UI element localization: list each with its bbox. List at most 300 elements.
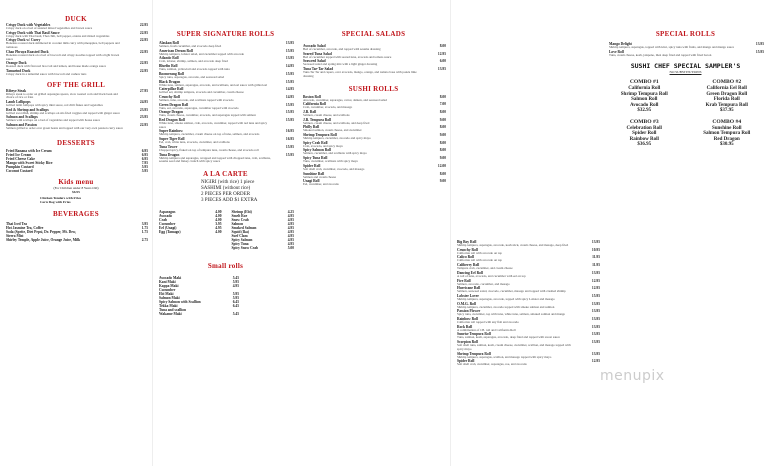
small-roll-name: Ebi Maki xyxy=(159,291,174,296)
kids-title: Kids menu xyxy=(58,177,94,186)
dessert-name: Mango with Sweet Sticky Rice xyxy=(6,160,53,165)
small-roll-name: Kani Maki xyxy=(159,279,176,284)
roll-name: Passion Flower xyxy=(457,309,481,314)
alacarte-line: NIGIRI (with rice) 1 piece xyxy=(201,179,255,185)
signature-roll-price: 13.95 xyxy=(285,56,294,61)
signature-roll-name: Boomerang Roll xyxy=(159,71,185,76)
combo-item: Green Dragon Roll xyxy=(706,91,748,97)
signature-roll-desc: White tuna, salmon, asparagus, avocado, and scallions, and eel sauce with grilled eel xyxy=(159,82,268,87)
dessert-price: 6.95 xyxy=(141,152,148,157)
roll-desc: Shrimp tempura, cucumber, avocado topped with smoke salmon and salmon xyxy=(457,304,555,309)
salad-price: 8.00 xyxy=(439,44,446,48)
duck-name: Crispy Duck w/ Curry xyxy=(6,38,41,43)
combo-item: Florida Roll xyxy=(713,97,740,103)
sushi-roll-price: 7.00 xyxy=(439,102,446,107)
special-roll-desc: Tuna, cream cheese, kosh, jalapeno, then deep fried and topped with fried bacon xyxy=(609,52,712,57)
sushi-roll-name: Spicy Tuna Roll xyxy=(303,156,328,161)
signature-roll-desc: Tuna, cream cheese, cucumber, avocado, and asparagus topped with salmon xyxy=(159,113,256,118)
sushi-roll-price: 9.00 xyxy=(439,179,446,184)
sushi-roll-desc: Smoked salmon, cream cheese, and cucumber xyxy=(303,128,362,133)
signature-roll-price: 13.95 xyxy=(285,41,294,45)
kids-item: Chicken Tenders with Fries xyxy=(40,195,82,200)
dessert-price: 5.95 xyxy=(141,164,148,169)
roll-desc: Shrimp tempura, asparagus, avocado, kosh stick, cream cheese, and masago, deep fried xyxy=(457,243,569,247)
duck-price: 22.95 xyxy=(139,49,148,54)
alacarte-line: 3 PIECES ADD $1 EXTRA xyxy=(201,197,258,203)
sushi-roll-price: 9.00 xyxy=(439,133,446,138)
sushi-roll-name: Boston Roll xyxy=(303,94,321,99)
column-2 xyxy=(152,0,298,466)
signature-roll-price: 15.95 xyxy=(285,79,294,84)
sushi-roll-name: Sunshine Roll xyxy=(303,171,325,176)
dessert-item xyxy=(0,169,152,173)
beverage-name: Hot Jasmine Tea, Coffee xyxy=(6,225,44,230)
combo-card xyxy=(686,120,768,148)
grill-desc: Ribeye steak to order on grilled asparagus spears, slow roasted corn and black bean and choice of rice or fries xyxy=(6,91,118,100)
salads-list xyxy=(297,44,450,79)
small-roll-name: Cucumber xyxy=(159,287,176,292)
alacarte-item xyxy=(226,246,299,250)
small-roll-name: Tuna and scallion xyxy=(159,307,187,312)
roll-desc: A roll of tuna, avocado, and cucumber with eel on top xyxy=(457,273,526,278)
grill-desc: Salmon with scallops on a bed of vegetables and topped with house sauce xyxy=(6,118,101,123)
sushi-roll-price: 12.00 xyxy=(437,163,446,168)
roll-price: 10.95 xyxy=(591,247,600,252)
roll-name: Fire Roll xyxy=(457,278,471,283)
signature-roll-name: Alaskan Roll xyxy=(159,41,179,45)
beverages-title: BEVERAGES xyxy=(53,209,99,218)
salad-name: Seared Tuna Salad xyxy=(303,51,332,56)
roll-desc: Tuna, salmon, kosh, asparagus, avocado, deep fried and topped with sweet sauce xyxy=(457,335,560,340)
roll-desc: Spicy tuna, cucumber, top with tuna, white tuna, salmon, smoked salmon and mango xyxy=(457,312,566,317)
sushi-roll-price: 8.00 xyxy=(439,140,446,145)
grill-price: 23.95 xyxy=(139,115,148,120)
roll-price: 13.95 xyxy=(591,270,600,275)
small-rolls-title: Small rolls xyxy=(207,261,244,270)
duck-price: 22.95 xyxy=(139,23,148,27)
alacarte-price: 4.95 xyxy=(287,217,294,222)
duck-name: Chao Phraya Roasted Duck xyxy=(6,49,49,54)
combo-heading: COMBO #1 xyxy=(629,79,659,86)
alacarte-name: Shrimp (Ebi) xyxy=(231,209,252,214)
beverage-name: Soda (Sprite, Diet Pepsi, Dr. Pepper, Mt. Dew, xyxy=(6,229,77,234)
alacarte-table xyxy=(153,210,298,250)
sushi-roll-price: 9.00 xyxy=(439,156,446,161)
roll-name: Calico Roll xyxy=(457,255,475,260)
salad-desc: Seaweed salad and spring mix with a light ginger dressing xyxy=(303,62,378,67)
sushi-roll-name: Unagi Roll xyxy=(303,179,320,184)
alacarte-price: 4.95 xyxy=(287,241,294,246)
alacarte-title: A LA CARTE xyxy=(203,169,248,178)
roll-name: Rock Roll xyxy=(457,324,473,329)
alacarte-lines xyxy=(153,180,298,204)
combo-item: Salmon Tempura Roll xyxy=(703,131,751,137)
signature-roll-desc: Crab, lobster, shrimp, salmon, and avocado deep fried xyxy=(159,59,228,64)
sushi-roll-desc: Soft shell crab, cucumber, avocado, and masago xyxy=(303,166,365,171)
alacarte-price: 4.95 xyxy=(287,229,294,234)
grill-name: Salmon and Passion xyxy=(6,123,37,128)
alacarte-name: Spicy Snow Crab xyxy=(231,245,259,250)
roll-price: 12.95 xyxy=(591,278,600,283)
menupix-watermark: menupix xyxy=(600,368,665,384)
beverage-item xyxy=(0,238,152,242)
kids-list xyxy=(0,196,152,204)
alacarte-name: Avocado xyxy=(159,213,173,218)
dessert-name: Fried Ice Cream xyxy=(6,152,32,157)
more-rolls-list xyxy=(451,240,604,367)
beverage-name: Shirley Temple, Apple Juice, Orange Juice, Milk xyxy=(6,237,81,242)
roll-price: 13.95 xyxy=(591,340,600,345)
small-roll-name: Salmon Maki xyxy=(159,295,180,300)
signature-roll-price: 14.95 xyxy=(285,94,294,99)
small-roll-price: 5.45 xyxy=(232,311,239,316)
alacarte-price: 5.00 xyxy=(287,245,294,250)
duck-name: Orange Duck xyxy=(6,61,27,66)
sushi-roll-desc: Crab, avocado, and spicy mayo xyxy=(303,143,344,148)
grill-desc: Grilled lamb lollipops with spicy mint sauce, red chili flakes and vegetables xyxy=(6,103,103,108)
duck-desc: Crispy duck with Thai basil, Thai chili, bell pepper, onions and mixed vegetables xyxy=(6,33,110,38)
beverage-name: Thai Iced Tea xyxy=(6,221,27,226)
signature-roll-name: Orange Dragon xyxy=(159,110,184,115)
roll-desc: Tempura crab, cucumber, and cream cheese xyxy=(457,266,513,271)
salad-price: 12.95 xyxy=(437,51,446,56)
sushi-roll-name: Spicy Salmon Roll xyxy=(303,148,332,153)
sampler-title: SUSHI CHEF SPECIAL SAMPLER'S xyxy=(630,62,741,71)
special-rolls-title: SPECIAL ROLLS xyxy=(655,30,716,38)
alacarte-price: 4.95 xyxy=(287,225,294,230)
signature-roll-desc: Shrimp tempura and asparagus, wrapped and topped with chopped tuna, crab, scallions, sesame seed and flakey crunch with spicy sauce xyxy=(159,155,271,164)
signature-roll-desc: Tuna, eel, avocado, asparagus, cucumber topped with avocado xyxy=(159,105,239,110)
column-5 xyxy=(603,0,768,466)
alacarte-price: 4.95 xyxy=(287,221,294,226)
duck-desc: Crispy duck in a tamarind sauce with broccoli and cashew nuts xyxy=(6,71,87,76)
duck-price: 22.95 xyxy=(139,68,148,73)
alacarte-line: SASHIMI (without rice) xyxy=(201,185,251,191)
alacarte-name: Cucumber xyxy=(159,221,176,226)
combo-heading: COMBO #3 xyxy=(629,118,659,125)
duck-name: Crispy Duck with Vegetables xyxy=(6,23,51,27)
combo-item: Shrimp Tempura Roll xyxy=(620,91,668,97)
column-3 xyxy=(297,0,450,466)
duck-price: 22.95 xyxy=(139,30,148,35)
sushi-roll-price: 8.00 xyxy=(439,125,446,130)
sushi-rolls-title: SUSHI ROLLS xyxy=(348,84,399,93)
grill-price: 27.95 xyxy=(139,88,148,93)
grill-price: 22.95 xyxy=(139,123,148,128)
dessert-price: 7.95 xyxy=(141,160,148,165)
signature-roll-desc: Salmon, tuna, avocado, and scallions topped with avocado xyxy=(159,97,234,102)
kids-price: $6.95 xyxy=(72,189,80,194)
small-roll-name: Kappa Maki xyxy=(159,283,179,288)
small-roll-price: 5.45 xyxy=(232,275,239,280)
desserts-list xyxy=(0,149,152,173)
sushi-rolls-list xyxy=(297,95,450,187)
grill-desc: Grilled swordfish, shrimp and scallops on stir-fried veggies and topped with ginger sauce xyxy=(6,110,120,115)
small-roll-name: Tekka Maki xyxy=(159,303,178,308)
dessert-name: Pumpkin Custard xyxy=(6,164,34,169)
small-roll-price: 6.45 xyxy=(232,299,239,304)
combo-item: Spider Roll xyxy=(632,131,657,137)
roll-desc: Shrimp tempura, asparagus, avocado, topped with spicy Lobster and masago xyxy=(457,296,555,301)
sushi-roll-desc: Salmon, cucumber, and scallions with spicy mayo xyxy=(303,151,367,156)
roll-name: Caliberry Roll xyxy=(457,263,480,268)
signature-roll-name: Atlantic Roll xyxy=(159,56,179,61)
roll-desc: California roll with avocado on top xyxy=(457,258,502,263)
alacarte-name: Smelt Roe xyxy=(231,213,248,218)
combos-grid xyxy=(603,80,768,148)
signature-roll-name: Super Tiger Roll xyxy=(159,137,185,142)
alacarte-name: Smoked Salmon xyxy=(231,225,257,230)
duck-name: Tamarind Duck xyxy=(6,68,31,73)
signature-roll-desc: Chopped spicy, flaked on top of tempura tuna, cream cheese, and avocado roll xyxy=(159,147,259,152)
sushi-roll-desc: Tuna, cucumber, scallions with spicy mayo xyxy=(303,159,359,164)
signature-roll-desc: Shrimp tempura, lobster salad, and cucumber topped with avocado xyxy=(159,51,245,56)
alacarte-name: Spicy Salmon xyxy=(231,237,253,242)
sushi-roll-desc: Crab, cucumber, avocado, and masago xyxy=(303,105,353,110)
signature-roll-price: 15.95 xyxy=(285,102,294,107)
roll-name: Spider Roll xyxy=(457,359,475,364)
alacarte-left xyxy=(153,210,226,250)
roll-price: 15.95 xyxy=(591,293,600,298)
combo-item: Rainbow Roll xyxy=(629,136,659,142)
alacarte-name: Surf Clam xyxy=(231,233,248,238)
sushi-roll-price: 8.00 xyxy=(439,148,446,153)
salad-desc: Tuna Tar Tar and capers, over avocado, mango, orange, and tomato base with ponzu lime dressing xyxy=(303,70,417,78)
signature-roll-name: Bluefin Roll xyxy=(159,64,178,69)
roll-desc: Soft shell crab, cucumber, asparagus, roe, and avocado xyxy=(457,362,527,367)
alacarte-price: 3.95 xyxy=(215,221,222,226)
special-roll-name: Love Roll xyxy=(609,49,624,54)
signature-roll-desc: White tuna, smoke salmon, crab, avocado, cucumber, topped with red tuna and spicy sauce xyxy=(159,121,268,129)
duck-price: 22.95 xyxy=(139,61,148,66)
grill-price: 24.95 xyxy=(139,100,148,105)
signature-rolls-list xyxy=(153,41,298,164)
signature-roll-name: American Dream Roll xyxy=(159,48,193,53)
roll-desc: Shrimp tempura, asparagus, scallion, and masago topped with spicy mayo xyxy=(457,354,552,359)
combo-heading: COMBO #4 xyxy=(712,118,742,125)
salad-name: Seaweed Salad xyxy=(303,59,326,64)
roll-price: 13.95 xyxy=(591,332,600,337)
small-roll-item xyxy=(153,312,243,316)
special-roll-desc: Shrimp tempura, asparagus, topped with kiwi, spicy tuna with fruits, and mango and mango sauce xyxy=(609,45,734,49)
sushi-roll-price: 8.00 xyxy=(439,171,446,176)
small-roll-name: Wakame Maki xyxy=(159,311,182,316)
grill-name: Lamb Lollipops xyxy=(6,100,31,105)
roll-price: 13.95 xyxy=(591,324,600,329)
column-4 xyxy=(450,0,604,466)
salad-price: 6.00 xyxy=(439,59,446,64)
signature-roll-price: 14.95 xyxy=(285,64,294,69)
alacarte-name: Asparagus xyxy=(159,209,176,214)
sushi-roll-name: J.B. Roll xyxy=(303,109,317,114)
grill-title: OFF THE GRILL xyxy=(46,80,106,89)
signature-roll-name: Crunchy Roll xyxy=(159,94,180,99)
alacarte-price: 4.25 xyxy=(287,209,294,214)
grill-name: Ribeye Steak xyxy=(6,88,27,93)
combo-heading: COMBO #2 xyxy=(712,79,742,86)
duck-list xyxy=(0,23,152,77)
combo-item: Celebration Roll xyxy=(626,125,662,131)
dessert-name: Fried Banana with Ice Cream xyxy=(6,148,52,153)
kids-item: Corn Dog with Fries xyxy=(40,199,71,204)
combo-price: $32.95 xyxy=(637,108,652,114)
dessert-price: 6.95 xyxy=(141,156,148,161)
small-roll-price: 5.95 xyxy=(232,279,239,284)
signature-roll-desc: Shrimp tempura, cucumber, cream cheese on top of tuna, salmon, and avocado xyxy=(159,132,260,137)
combo-card xyxy=(686,80,768,114)
combo-price: $36.95 xyxy=(637,142,652,148)
combo-item: Red Dragon xyxy=(713,136,740,142)
alacarte-right xyxy=(226,210,299,250)
signature-roll-name: Caterpillar Roll xyxy=(159,87,184,92)
signature-roll-price: 14.95 xyxy=(285,87,294,92)
roll-price: 13.95 xyxy=(591,317,600,322)
grill-price: 23.95 xyxy=(139,107,148,112)
combo-item: Sunshine Roll xyxy=(711,125,742,131)
desserts-title: DESSERTS xyxy=(57,138,95,147)
combo-item: Krab Tempura Roll xyxy=(705,102,748,108)
dessert-name: Fried Cheese Cake xyxy=(6,156,35,161)
signature-roll-desc: Tuna, salmon, yellowtail and avocado topped with tuna xyxy=(159,67,230,72)
salad-price: 13.95 xyxy=(437,67,446,72)
alacarte-name: Crab xyxy=(159,217,167,222)
roll-desc: Soft shell tuna, salmon, kosh, cream cheese, cucumber, scallion, and masago topped with spicy mayo xyxy=(457,343,571,351)
sushi-roll-name: Philly Roll xyxy=(303,125,320,130)
alacarte-price: 4.95 xyxy=(287,233,294,238)
beverage-name: Sierra Mist xyxy=(6,233,24,238)
sushi-roll-name: California Roll xyxy=(303,102,327,107)
roll-name: Rainbow Roll xyxy=(457,317,479,322)
duck-desc: Roasted duck with flavored broccoli and lemon, and house made orange sauce xyxy=(6,64,107,69)
roll-price: 13.95 xyxy=(591,309,600,314)
signature-roll-name: Tuna Dragon xyxy=(159,152,180,157)
beverage-price: 1.75 xyxy=(141,229,148,234)
combo-item: Avocado Roll xyxy=(630,102,659,108)
sushi-roll-name: Spider Roll xyxy=(303,163,321,168)
alacarte-price: 4.95 xyxy=(287,213,294,218)
beverage-price: 2.75 xyxy=(141,237,148,242)
combo-item: California Roll xyxy=(628,86,661,91)
signature-roll-desc: Grilled eel, shrimp tempura, avocado and cucumber, cream cheese xyxy=(159,90,244,95)
alacarte-name: Squid (Ika) xyxy=(231,229,249,234)
duck-name: Crispy Duck with Thai Basil Sauce xyxy=(6,30,60,35)
salad-desc: Bed of cucumber, avocado, and topped with sesame dressing xyxy=(303,47,381,51)
sushi-roll-price: 9.00 xyxy=(439,117,446,122)
roll-name: Shrimp Tempura Roll xyxy=(457,351,491,356)
alacarte-price: 4.95 xyxy=(287,237,294,242)
sushi-roll-desc: Avocado, cucumber, asparagus, carrot, daikon, and seaweed salad xyxy=(303,97,387,102)
roll-name: Lobster Lover xyxy=(457,293,479,298)
sushi-roll-name: J.B. Tempura Roll xyxy=(303,117,332,122)
small-roll-name: Avocado Maki xyxy=(159,275,182,280)
alacarte-price: 4.95 xyxy=(215,225,222,230)
roll-price: 13.95 xyxy=(591,240,600,244)
roll-name: Crunchy Roll xyxy=(457,247,478,252)
duck-desc: Boneless roasted duck simmered in coconut milk curry with pineapples, bell peppers and tomatoes xyxy=(6,41,120,50)
alacarte-name: Salmon xyxy=(231,221,244,226)
combo-card xyxy=(603,120,686,148)
signature-roll-price: 16.95 xyxy=(285,137,294,142)
signature-roll-name: Green Dragon Roll xyxy=(159,102,189,107)
signature-rolls-title: SUPER SIGNATURE ROLLS xyxy=(176,30,275,38)
dessert-name: Coconut Custard xyxy=(6,168,33,173)
kids-note: (For Children under 8 Years Old) xyxy=(53,185,99,190)
small-roll-price: 6.45 xyxy=(232,303,239,308)
roll-desc: Salmon, seaweed salad, avocado, cucumber, masago and topped with crushed shrimp xyxy=(457,289,566,294)
combo-price: $30.95 xyxy=(719,142,734,148)
signature-roll-name: Super Rainbow xyxy=(159,129,183,134)
dessert-price: 5.95 xyxy=(141,168,148,173)
signature-roll-price: 15.95 xyxy=(285,144,294,149)
salads-title: SPECIAL SALADS xyxy=(341,30,406,38)
roll-price: 13.95 xyxy=(591,301,600,306)
grill-desc: Salmon grilled to order over green beans and topped with our very own passion curry sauce xyxy=(6,126,123,131)
beverage-price: 1.75 xyxy=(141,225,148,230)
signature-roll-name: Red Dragon Roll xyxy=(159,118,185,123)
duck-desc: Boneless roasted duck on a bed of broccoli and crispy noodles topped with a light brown sauce xyxy=(6,52,120,61)
small-roll-price: 4.95 xyxy=(232,283,239,288)
sushi-roll-name: Shrimp Tempura Roll xyxy=(303,133,337,138)
signature-roll-price: 15.95 xyxy=(285,48,294,53)
signature-roll-name: Black Dragon xyxy=(159,79,181,84)
signature-roll-desc: Eel, crab, white tuna, avocado, cucumber, and scallions xyxy=(159,140,230,145)
sushi-roll-price: 8.00 xyxy=(439,109,446,114)
signature-roll-desc: Salmon, fresh cucumber, and avocado deep fried xyxy=(159,44,222,48)
beverage-price: 3.95 xyxy=(141,221,148,226)
grill-list xyxy=(0,89,152,131)
sushi-roll-desc: Salmon, cream cheese, and scallions xyxy=(303,112,350,117)
roll-desc: A combination of J.B. roll and California Roll xyxy=(457,327,516,332)
roll-price: 12.95 xyxy=(591,359,600,364)
duck-title: DUCK xyxy=(65,15,87,23)
roll-desc: California roll topped with any fish and avocado xyxy=(457,320,519,325)
signature-roll-price: 15.95 xyxy=(285,152,294,157)
column-1 xyxy=(0,0,152,466)
dessert-price: 6.95 xyxy=(141,148,148,153)
sushi-roll-desc: Eel, cucumber, and avocado xyxy=(303,182,339,187)
alacarte-name: Eel (Unagi) xyxy=(159,225,177,230)
alacarte-name: Spicy Tuna xyxy=(231,241,249,246)
signature-roll-price: 15.95 xyxy=(285,118,294,123)
grill-name: Red & Shrimp and Scallops xyxy=(6,107,49,112)
alacarte-name: Snow Crab xyxy=(231,217,249,222)
small-roll-name: Spicy Salmon with Scallion xyxy=(159,299,201,304)
sushi-roll-desc: Shrimp tempura, cucumber, avocado and spicy mayo xyxy=(303,136,371,141)
roll-price: 11.95 xyxy=(592,255,600,260)
roll-name: Sunrise Tempura Roll xyxy=(457,332,491,337)
signature-roll-price: 15.95 xyxy=(285,110,294,115)
salad-name: Tuna Tar-Tar Salad xyxy=(303,67,334,72)
signature-roll-desc: Spicy tuna, asparagus, avocado, and seaweed salad xyxy=(159,74,225,79)
grill-name: Salmon and Scallops xyxy=(6,115,38,120)
duck-price: 22.95 xyxy=(139,38,148,43)
roll-name: O.M.G. Roll xyxy=(457,301,476,306)
roll-name: Scorpion Roll xyxy=(457,340,479,345)
alacarte-price: 4.00 xyxy=(215,217,222,222)
small-rolls-list xyxy=(153,276,243,316)
signature-roll-price: 16.95 xyxy=(285,129,294,134)
salad-desc: Bed of cucumber topped with seared tuna, avocado and tomato sauce xyxy=(303,54,392,59)
alacarte-price: 4.00 xyxy=(215,229,222,234)
sushi-roll-desc: Salmon, cream cheese, and scallions, and deep fried xyxy=(303,120,370,125)
combo-price: $37.95 xyxy=(719,108,734,114)
alacarte-item xyxy=(153,230,226,234)
sampler-subtitle: NO SUBSTITUTIONS xyxy=(669,70,702,75)
combo-item: California Eel Roll xyxy=(706,86,747,91)
small-roll-price: 5.95 xyxy=(232,295,239,300)
special-roll-name: Mango Delight xyxy=(609,42,632,46)
special-roll-price: 15.95 xyxy=(755,49,764,54)
